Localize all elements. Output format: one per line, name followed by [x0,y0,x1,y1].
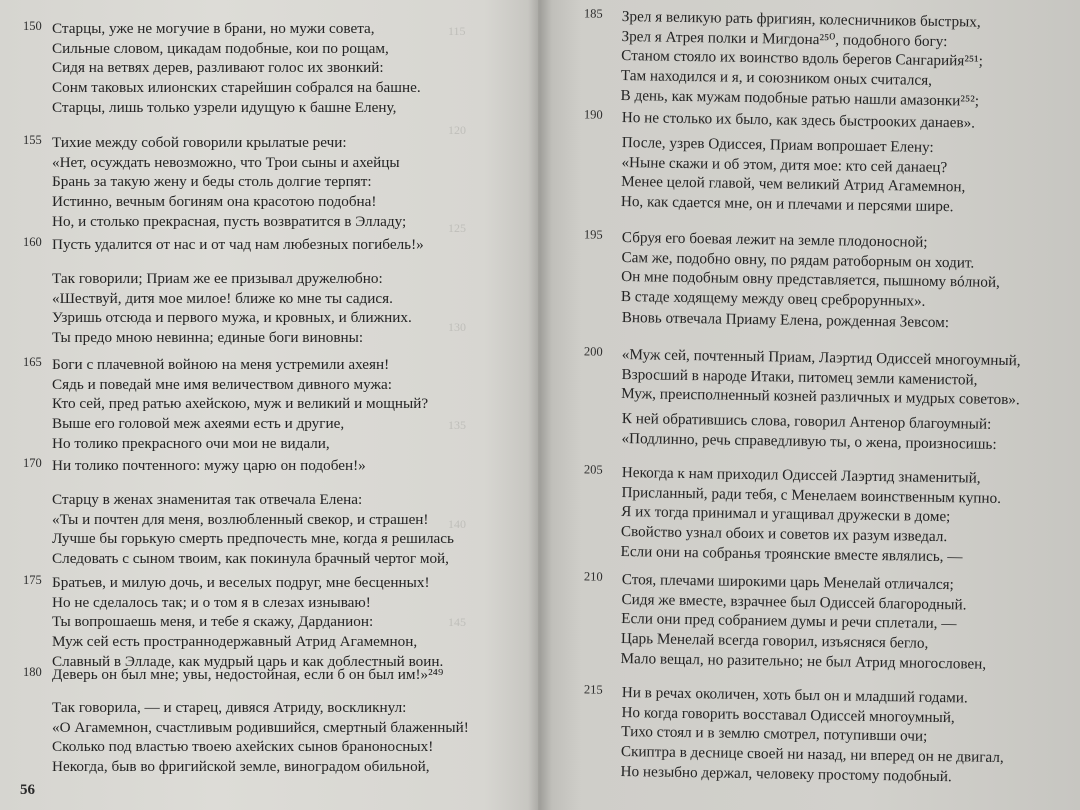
verse-line: Но, как сдается мне, он и плечами и персями шире. [620,193,954,216]
stanza [23,456,366,476]
stanza [52,269,412,348]
line-number: 170 [23,456,42,470]
book-gutter [528,0,552,810]
stanza [52,98,396,118]
verse-line: «Муж сей, почтенный Приам, Лаэртид Одиссей многоумный, [621,345,1021,370]
verse-line: Но когда говорить восставал Одиссей многоумный, [621,703,955,726]
verse-line: Сидя же вместе, взрачнее был Одиссей благородный. [621,590,967,614]
verse-line: «Подлинно, речь справедливую ты, о жена, произносишь: [621,429,997,453]
verse-line: Зрел я великую рать фригиян, колесничников быстрых, [621,7,981,31]
stanza [621,409,997,454]
verse-line: «Шествуй, дитя мое милое! ближе ко мне ты садися. [52,289,393,307]
verse-line: Присланный, ради тебя, с Менелаем воинственным купно. [621,483,1002,507]
verse-line: Следовать с сыном твоим, как покинула брачный чертог мой, [52,550,449,568]
line-number: 180 [23,665,42,679]
verse-line: Так говорила, — и старец, дивяся Атриду, воскликнул: [52,699,407,716]
verse-line: Ты вопрошаешь меня, и тебе я скажу, Дарданион: [52,613,374,631]
verse-line: Стоя, плечами широкими царь Менелай отличался; [621,570,954,594]
verse-line: Сбруя его боевая лежит на земле плодоносной; [621,228,928,251]
stanza [583,107,976,133]
stanza [583,569,987,674]
verse-line: «Ты и почтен для меня, возлюбленный свекор, и страшен! [52,510,429,528]
verse-line: Сонм таковых илионских старейшин собрался на башне. [52,79,421,97]
verse-line: Ни в речах околичен, хоть был он и младший годами. [621,683,968,707]
verse-line: К ней обратившись слова, говорил Антенор благоумный: [621,409,992,433]
verse-line: Царь Менелай всегда говорил, изъясняся бегло, [620,630,929,652]
stanza [23,133,407,231]
verse-line: Муж сей есть пространнодержавный Атрид Агамемнон, [52,633,418,651]
verse-line: Менее целой главой, чем великий Атрид Агамемнон, [621,173,966,196]
verse-line: Выше его головой меж ахеями есть и другие, [52,415,345,433]
stanza [23,19,421,98]
stanza [583,462,1002,567]
verse-line: Сядь и поведай мне имя величеством дивного мужа: [52,375,392,393]
verse-line: Скиптра в деснице своей ни назад, ни вперед он не двигал, [620,743,1004,767]
verse-line: Старцы, лишь только узрели идущую к башне Елену, [52,99,397,116]
verse-line: Он мне подобным овну представляется, пышному вóлной, [621,268,1001,292]
line-number: 185 [583,6,603,21]
verse-line: Сам же, подобно овну, по рядам ратоборным он ходит. [621,248,975,272]
verse-line: Ты предо мною невинна; единые боги виновны: [52,329,364,347]
line-number: 160 [23,235,42,249]
verse-line: Истинно, вечным богиням она красотою подобна! [52,193,377,211]
verse-line: Так говорили; Приам же ее призывал дружелюбно: [52,270,383,287]
verse-line: Там находился и я, и союзником оных считался, [620,67,933,89]
verse-line: Но толико прекрасного очи мои не видали, [52,434,330,452]
verse-line: Лучше бы горькую смерть предпочесть мне, когда я решилась [52,530,454,548]
verse-line: «Ныне скажи и об этом, дитя мое: кто сей данаец? [621,153,948,176]
verse-line: Старцу в женах знаменитая так отвечала Елена: [52,491,363,508]
verse-line: Сколько под властью твоею ахейских сынов браноносных! [52,738,434,756]
verse-line: Боги с плачевной войною на меня устремили ахеян! [52,356,390,373]
verse-line: Некогда, быв во фригийской земле, виноградом обильной, [52,758,430,776]
verse-line: Но не сделалось так; и о том я в слезах изнываю! [52,593,371,611]
line-number: 205 [583,462,603,477]
verse-line: Станом стояло их воинство вдоль берегов Сангарийя²⁵¹; [621,47,984,71]
stanza [621,133,966,217]
verse-line: Славный в Элладе, как мудрый царь и как доблестный воин. [52,652,444,670]
line-number: 150 [23,19,42,33]
verse-line: Кто сей, пред ратью ахейскою, муж и великий и мощный? [52,395,429,413]
verse-line: Сидя на ветвях дерев, разливают голос их звонкий: [52,59,384,77]
line-number: 215 [583,682,603,697]
stanza [52,490,454,569]
line-number: 210 [583,569,603,584]
line-number: 195 [583,227,603,242]
stanza [23,573,444,671]
verse-line: Брань за такую жену и беды столь долгие терпят: [52,173,372,191]
verse-line: Тихие между собой говорили крылатые речи: [52,134,347,151]
verse-line: Если они на собранья троянские вместе являлись, — [620,542,963,566]
bleed-through-numbers: 115 120 125 130 135 140 145 [448,24,466,630]
page-number: 56 [20,782,35,798]
verse-line: Если они пред собранием думы и речи сплетали, — [621,610,957,633]
verse-line: Но не столько их было, как здесь быстрооких данаев». [621,108,976,132]
verse-line: Некогда к нам приходил Одиссей Лаэртид знаменитый, [621,463,981,487]
stanza [583,344,1021,410]
verse-line: Я их тогда принимал и угащивал дружески в доме; [621,503,951,526]
verse-line: Мало вещал, но разительно; не был Атрид многословен, [620,649,987,673]
verse-line: После, узрев Одиссея, Приам вопрошает Елену: [621,133,934,156]
verse-line: «Нет, осуждать невозможно, что Трои сыны и ахейцы [52,153,400,171]
verse-line: Вновь отвечала Приаму Елена, рожденная Зевсом: [621,308,950,332]
verse-line: «О Агамемнон, счастливым родившийся, смертный блаженный! [52,718,469,736]
line-number: 190 [583,107,603,122]
line-number: 165 [23,355,42,369]
verse-line: Взросший в народе Итаки, питомец земли каменистой, [621,365,978,389]
verse-line: Муж, преисполненный козней различных и мудрых советов». [621,385,1020,409]
left-page [0,0,538,810]
verse-line: Зрел я Атрея полки и Мигдона²⁵⁰, подобного богу: [621,27,948,50]
verse-line: Старцы, уже не могучие в брани, но мужи совета, [52,20,375,37]
stanza [583,682,1004,787]
line-number: 155 [23,133,42,147]
right-page [538,0,1080,810]
verse-line: Тихо стоял и в землю смотрел, потупивши очи; [621,723,928,746]
stanza [583,227,1001,313]
verse-line: Свойство узнал обоих и советов их разум изведал. [620,523,948,546]
verse-line: В день, как мужам подобные ратью нашли амазонки²⁵²; [620,86,980,110]
line-number: 200 [583,344,603,359]
verse-line: Ни толико почтенного: мужу царю он подобен!» [52,457,366,474]
stanza [23,355,429,453]
stanza [583,6,984,111]
verse-line: Сильные словом, цикадам подобные, кои по рощам, [52,39,389,57]
verse-line: Деверь он был мне; увы, недостойная, если б он был им!»²⁴⁹ [52,666,444,683]
verse-line: Узришь отсюда и первого мужа, и кровных, и ближних. [52,309,412,327]
verse-line: Но, и столько прекрасная, пусть возвратится в Элладу; [52,212,407,230]
verse-line: Пусть удалится от нас и от чад нам любезных погибель!» [52,236,424,253]
verse-line: В стаде ходящему между овец среброрунных». [620,288,926,310]
verse-line: Но незыбно держал, человеку простому подобный. [620,762,952,785]
line-number: 175 [23,573,42,587]
stanza [23,665,444,685]
verse-line: Братьев, и милую дочь, и веселых подруг, мне бесценных! [52,574,430,591]
stanza [622,308,949,333]
stanza [23,235,424,255]
stanza [52,698,469,777]
